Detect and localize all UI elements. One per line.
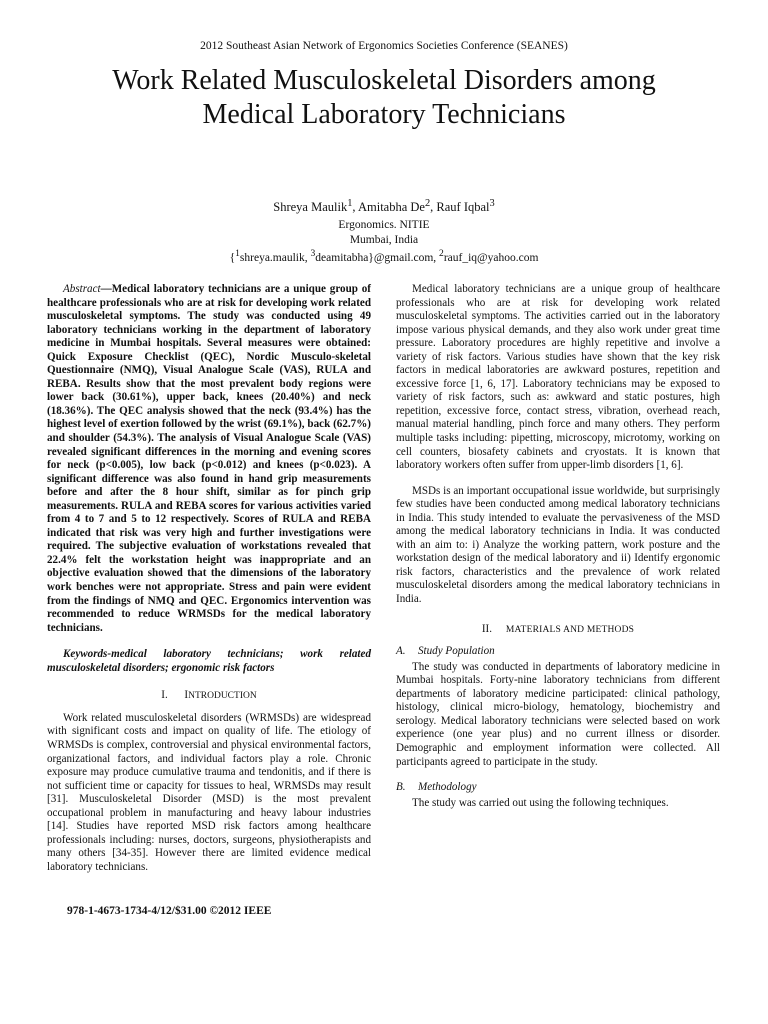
methodology-text: The study was carried out using the following techniques. [412,796,669,809]
affiliation-city: Mumbai, India [349,233,419,246]
title-line-1: Work Related Musculoskeletal Disorders among [112,65,656,96]
author-2: Amitabha De [357,200,425,215]
keywords: Keywords-medical laboratory technicians; work related musculoskeletal disorders; ergonomic risk factors [47,648,371,674]
author-1-sup: 1 [347,198,353,209]
author-list: Shreya Maulik$^1$, Amitabha De$^2$, Rauf Iqbal$^3$ [273,198,495,215]
introduction-text: Work related musculoskeletal disorders (WRMSDs) are widespread with significant costs and impact on quality of life. The etiology of WRMSDs is complex, controversial and physical environmental factors, organizational factors, and individual factors play a role. Chronic exposure may produce cumulative trauma and tendonitis, and if there is not sufficient time or capacity for tissues to heal, WRMSDs may result [31]. Musculoskeletal Disorder (MSD) is the most prevalent occupational problem in manufacturing and heavy labour industries [14]. Studies have reported MSD risk factors among healthcare professionals including: nurses, doctors, surgeons, physiotherapists and many others [34-35]. However there are limited evidence medical laboratory technicians. [47,711,371,873]
author-3: Rauf Iqbal [436,200,490,215]
right-paragraph-2: MSDs is an important occupational issue worldwide, but surprisingly few studies have been conducted among medical laboratory technicians in India. This study intended to evaluate the pervasiveness of the MSD among the medical laboratory technicians in India. It was conducted with an aim to: i) Analyze the working pattern, work posture and the workstation design of the medical laboratory and ii) Identify ergonomic risk factors, characteristics and the prevalence of work related musculoskeletal disorders among the medical laboratory technicians in India. [396,484,720,606]
author-1: Shreya Maulik [273,200,348,215]
abstract [47,283,371,635]
affiliation-dept: Ergonomics. NITIE [338,219,430,231]
right-paragraph-1: Medical laboratory technicians are a unique group of healthcare professionals who are at risk for developing work related musculoskeletal symptoms. The activities carried out in the laboratory impose various physical demands, and they also work under great time pressure. Laboratory procedures are highly repetitive and involve a variety of risk factors. Various studies have shown that the key risk factors in medical laboratories are awkward postures, repetition and excessive force [1, 6, 17]. Laboratory technicians may be exposed to variety of risk factors, such as: awkward and static postures, high repetition, excessive force, contact stress, vibration, overhead reach, manual material handling, pinch force and many others. They perform multiple tasks including: pipetting, microscopy, microtomy, working on cell counters, biosafety cabinets and cryostats. It is known that laboratory workers often suffer from upper-limb disorders [1, 6]. [396,283,720,472]
section-heading-introduction: I. INTRODUCTION [161,689,257,702]
section-heading-methods: II. MATERIALS AND METHODS [481,622,635,635]
abstract-lead: Abstract [63,283,101,295]
affiliation [0,218,768,265]
title-line-2: Medical Laboratory Technicians [202,99,566,130]
subsection-heading-a: A. Study Population [396,645,495,658]
author-3-sup: 3 [489,198,495,209]
author-2-sup: 2 [424,198,431,209]
study-population-text: The study was conducted in departments of laboratory medicine in Mumbai hospitals. Forty-nine laboratory technicians from different departments of laboratory medicine participated: clinical pathology, histology, clinical micro-biology, hematology, biochemistry and serology. Medical laboratory technicians were selected based on work experience (one year plus) and no current illness or disorder. Demographic and employment information were collected. All participants agreed to participate in the study. [396,660,720,768]
abstract-text: —Medical laboratory technicians are a unique group of healthcare professionals who are at risk for developing work related musculoskeletal symptoms. The study was conducted using 49 laboratory technicians working in the department of laboratory medicine in Mumbai hospitals. Several measures were obtained: Quick Exposure Checklist (QEC), Nordic Musculo-skeletal Questionnaire (NMQ), Visual Analogue Scale (VAS), RULA and REBA. Results show that the most prevalent body regions were lower back (30.61%), upper back, knees (20.40%) and neck (18.36%). The QEC analysis showed that the neck (93.4%) has the highest level of exertion followed by the wrist (69.1%), back (62.7%) and shoulder (54.3%). The analysis of Visual Analogue Scale (VAS) revealed significant differences in the morning and evening scores for neck (p<0.005), low back (p<0.012) and knees (p<0.023). A significant difference was also found in hand grip measurements before and after the 8 hour shift, similar as for pinch grip measurements. RULA and REBA scores for various activities varied from 4 to 7 and 5 to 12 respectively. Scores of RULA and REBA indicated that risk was very high and further investigations were required. The subjective evaluation of workstations revealed that 22.4% felt the workstation height was inappropriate and an objective evaluation showed that the dimensions of the laboratory work benches were not appropriate. Stress and pain were evident from the findings of NMQ and QEC. Ergonomics intervention was recommended to reduce WRMSDs for the medical laboratory technicians. [47,283,371,634]
affiliation-emails: {$^1$shreya.maulik, $^3$deamitabha}@gmail.com, $^2$rauf_iq@yahoo.com [229,248,539,264]
right-column [396,283,720,810]
copyright-footer: 978-1-4673-1734-4/12/$31.00 ©2012 IEEE [67,905,272,917]
subsection-heading-b: B. Methodology [396,781,477,794]
paper-title [40,64,728,132]
conference-header: 2012 Southeast Asian Network of Ergonomics Societies Conference (SEANES) [200,40,568,52]
left-column [47,283,371,874]
